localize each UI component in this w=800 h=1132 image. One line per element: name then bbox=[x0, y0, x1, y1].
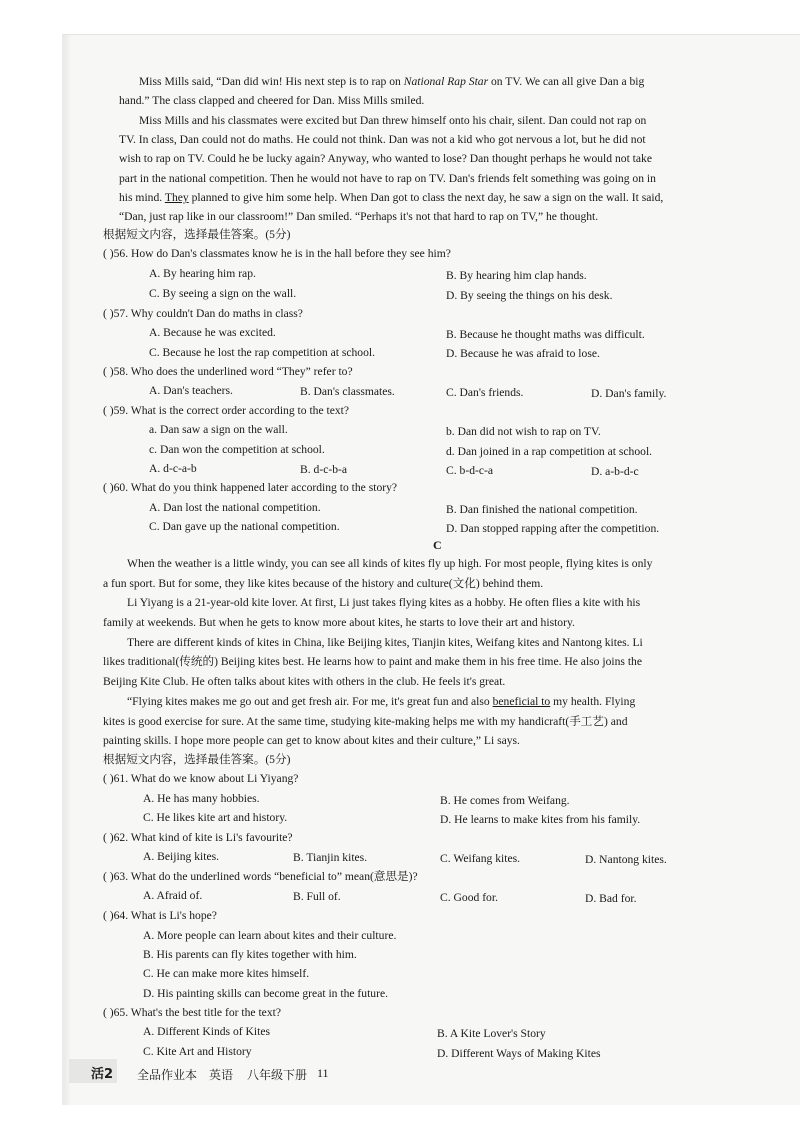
question-61: ( )61. What do we know about Li Yiyang? bbox=[103, 772, 299, 785]
q59-event-b: b. Dan did not wish to rap on TV. bbox=[446, 425, 601, 438]
q56-option-d: D. By seeing the things on his desk. bbox=[446, 289, 613, 302]
footer-book-title: 全品作业本 bbox=[137, 1068, 198, 1082]
q59-option-c: C. b-d-c-a bbox=[446, 464, 493, 477]
q65-option-b: B. A Kite Lover's Story bbox=[437, 1027, 546, 1040]
exam-page bbox=[62, 34, 800, 1105]
q58-option-a: A. Dan's teachers. bbox=[149, 384, 233, 397]
q59-event-c: c. Dan won the competition at school. bbox=[149, 443, 325, 456]
footer-page-number: 11 bbox=[317, 1066, 329, 1080]
passage-c-line-3: Li Yiyang is a 21-year-old kite lover. At first, Li just takes flying kites as a hobby. He often flies a kite with his bbox=[127, 596, 641, 609]
q60-option-d: D. Dan stopped rapping after the competition. bbox=[446, 522, 660, 535]
q62-option-b: B. Tianjin kites. bbox=[293, 851, 368, 864]
question-58: ( )58. Who does the underlined word “They” refer to? bbox=[103, 365, 353, 378]
section-c-heading: C bbox=[433, 538, 442, 552]
q64-option-d: D. His painting skills can become great in the future. bbox=[143, 987, 389, 1000]
q59-event-d: d. Dan joined in a rap competition at school. bbox=[446, 445, 653, 458]
q59-option-d: D. a-b-d-c bbox=[591, 465, 639, 478]
passage-c-line-2: a fun sport. But for some, they like kites because of the history and culture(文化) behind them. bbox=[103, 577, 544, 590]
q57-option-b: B. Because he thought maths was difficult. bbox=[446, 328, 645, 341]
q60-option-c: C. Dan gave up the national competition. bbox=[149, 520, 340, 533]
q61-option-a: A. He has many hobbies. bbox=[143, 792, 260, 805]
footer-subject: 英语 bbox=[209, 1068, 234, 1082]
passage-b-line-4: TV. In class, Dan could not do maths. He could not think. Dan was not a kid who got nervous a lot, but he did not bbox=[119, 133, 646, 146]
q64-option-c: C. He can make more kites himself. bbox=[143, 967, 310, 980]
q56-option-b: B. By hearing him clap hands. bbox=[446, 269, 587, 282]
passage-c-line-4: family at weekends. But when he gets to know more about kites, he starts to love their art and history. bbox=[103, 616, 575, 629]
q62-option-d: D. Nantong kites. bbox=[585, 853, 667, 866]
q61-option-b: B. He comes from Weifang. bbox=[440, 794, 570, 807]
passage-b-line-5: wish to rap on TV. Could he be lucky again? Anyway, who wanted to lose? Dan thought perhaps he would not take bbox=[119, 152, 652, 165]
footer-logo: 活2 bbox=[91, 1067, 114, 1082]
passage-c-line-10: painting skills. I hope more people can get to know about kites and their culture,” Li says. bbox=[103, 734, 520, 747]
passage-b-line-2: hand.” The class clapped and cheered for Dan. Miss Mills smiled. bbox=[119, 94, 425, 107]
question-62: ( )62. What kind of kite is Li's favourite? bbox=[103, 831, 293, 844]
q57-option-d: D. Because he was afraid to lose. bbox=[446, 347, 600, 360]
q64-option-b: B. His parents can fly kites together with him. bbox=[143, 948, 357, 961]
q61-option-c: C. He likes kite art and history. bbox=[143, 811, 288, 824]
question-57: ( )57. Why couldn't Dan do maths in class? bbox=[103, 307, 303, 320]
passage-c-line-6: likes traditional(传统的) Beijing kites best. He learns how to paint and make them in his free time. He also joins the bbox=[103, 655, 642, 668]
page-shadow bbox=[63, 35, 71, 1105]
q59-event-a: a. Dan saw a sign on the wall. bbox=[149, 423, 288, 436]
q62-option-c: C. Weifang kites. bbox=[440, 852, 520, 865]
question-65: ( )65. What's the best title for the text? bbox=[103, 1006, 281, 1019]
question-56: ( )56. How do Dan's classmates know he is in the hall before they see him? bbox=[103, 247, 451, 260]
q65-option-c: C. Kite Art and History bbox=[143, 1045, 252, 1058]
passage-c-line-1: When the weather is a little windy, you can see all kinds of kites fly up high. For most people, flying kites is only bbox=[127, 557, 653, 570]
q58-option-c: C. Dan's friends. bbox=[446, 386, 524, 399]
q56-option-c: C. By seeing a sign on the wall. bbox=[149, 287, 297, 300]
question-59: ( )59. What is the correct order according to the text? bbox=[103, 404, 350, 417]
q63-option-a: A. Afraid of. bbox=[143, 889, 203, 902]
passage-b-line-1: Miss Mills said, “Dan did win! His next step is to rap on National Rap Star on TV. We can all give Dan a big bbox=[139, 75, 645, 88]
passage-c-line-7: Beijing Kite Club. He often talks about kites with others in the club. He feels it's great. bbox=[103, 675, 506, 688]
q65-option-d: D. Different Ways of Making Kites bbox=[437, 1047, 601, 1060]
passage-c-line-9: kites is good exercise for sure. At the same time, studying kite-making helps me with my handicraft(手工艺) and bbox=[103, 715, 628, 728]
passage-b-line-6: part in the national competition. Then he would not have to rap on TV. Dan's friends felt something was going on in bbox=[119, 172, 656, 185]
q62-option-a: A. Beijing kites. bbox=[143, 850, 219, 863]
q61-option-d: D. He learns to make kites from his family. bbox=[440, 813, 641, 826]
passage-b-line-8: “Dan, just rap like in our classroom!” Dan smiled. “Perhaps it's not that hard to rap on TV,” he thought. bbox=[119, 210, 599, 223]
passage-b-line-7: his mind. They planned to give him some help. When Dan got to class the next day, he saw a sign on the wall. It said, bbox=[119, 191, 664, 204]
q58-option-b: B. Dan's classmates. bbox=[300, 385, 395, 398]
instruction-c: 根据短文内容，选择最佳答案。(5分) bbox=[103, 753, 291, 766]
q59-option-b: B. d-c-b-a bbox=[300, 463, 347, 476]
passage-b-line-3: Miss Mills and his classmates were excited but Dan threw himself onto his chair, silent. Dan could not rap on bbox=[139, 114, 647, 127]
passage-c-line-5: There are different kinds of kites in China, like Beijing kites, Tianjin kites, Weifang kites and Nantong kites. Li bbox=[127, 636, 643, 649]
question-63: ( )63. What do the underlined words “beneficial to” mean(意思是)? bbox=[103, 870, 418, 883]
q60-option-a: A. Dan lost the national competition. bbox=[149, 501, 321, 514]
q65-option-a: A. Different Kinds of Kites bbox=[143, 1025, 270, 1038]
question-60: ( )60. What do you think happened later according to the story? bbox=[103, 481, 398, 494]
q59-option-a: A. d-c-a-b bbox=[149, 462, 197, 475]
q57-option-c: C. Because he lost the rap competition at school. bbox=[149, 346, 376, 359]
q63-option-b: B. Full of. bbox=[293, 890, 341, 903]
q63-option-d: D. Bad for. bbox=[585, 892, 637, 905]
q64-option-a: A. More people can learn about kites and their culture. bbox=[143, 929, 397, 942]
q57-option-a: A. Because he was excited. bbox=[149, 326, 276, 339]
question-64: ( )64. What is Li's hope? bbox=[103, 909, 217, 922]
q60-option-b: B. Dan finished the national competition. bbox=[446, 503, 638, 516]
footer-grade: 八年级下册 bbox=[247, 1068, 308, 1082]
q58-option-d: D. Dan's family. bbox=[591, 387, 667, 400]
q56-option-a: A. By hearing him rap. bbox=[149, 267, 256, 280]
passage-c-line-8: “Flying kites makes me go out and get fresh air. For me, it's great fun and also beneficial to my health. Flying bbox=[127, 695, 636, 708]
q63-option-c: C. Good for. bbox=[440, 891, 498, 904]
instruction-b: 根据短文内容，选择最佳答案。(5分) bbox=[103, 228, 291, 241]
